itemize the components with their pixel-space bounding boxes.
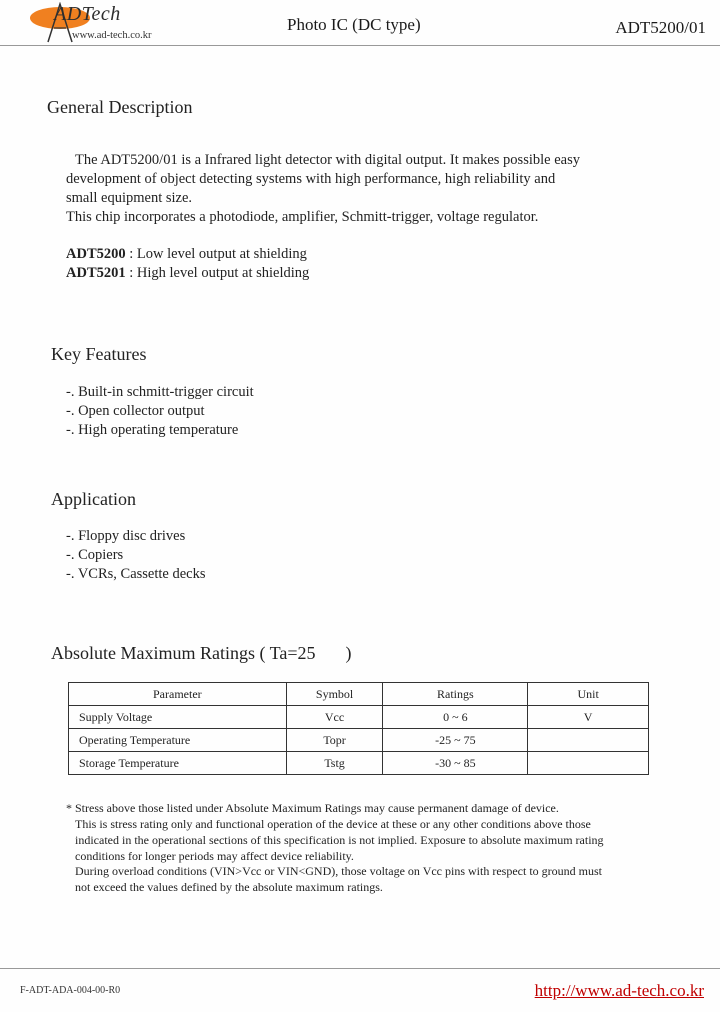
ratings-heading-text: Absolute Maximum Ratings ( Ta=25 [51, 643, 316, 663]
general-line-4: This chip incorporates a photodiode, amplifier, Schmitt-trigger, voltage regulator. [66, 209, 539, 225]
table-row [69, 706, 649, 729]
table-row [69, 752, 649, 775]
general-line-1: The ADT5200/01 is a Infrared light detector with digital output. It makes possible easy [75, 152, 580, 168]
application-heading: Application [51, 489, 136, 509]
ratings-table [68, 682, 649, 775]
footer-doc-code: F-ADT-ADA-004-00-R0 [20, 985, 121, 996]
logo-url: www.ad-tech.co.kr [72, 30, 152, 41]
feature-item: -. High operating temperature [66, 422, 239, 438]
general-description-heading: General Description [47, 97, 193, 117]
table-cell: Vcc [286, 706, 383, 729]
table-cell: -30 ~ 85 [383, 752, 528, 775]
variant-desc: : Low level output at shielding [125, 246, 307, 262]
table-header-row [69, 683, 649, 706]
logo-text: ADTech [54, 3, 121, 25]
table-cell [528, 729, 649, 752]
column-header: Unit [528, 683, 649, 706]
note-line-3: indicated in the operational sections of this specification is not implied. Exposure to absolute maximum rating [75, 833, 604, 847]
note-line-5: During overload conditions (VIN>Vcc or VIN<GND), those voltage on Vcc pins with respect to ground must [75, 864, 602, 878]
table-cell: -25 ~ 75 [383, 729, 528, 752]
table-row [69, 729, 649, 752]
footer-divider [0, 968, 720, 969]
variant-5200 [66, 245, 307, 264]
column-header: Symbol [286, 683, 383, 706]
feature-item: -. Open collector output [66, 403, 205, 419]
table-cell: Supply Voltage [69, 706, 287, 729]
column-header: Parameter [69, 683, 287, 706]
note-line-6: not exceed the values defined by the absolute maximum ratings. [75, 880, 383, 894]
table-cell: Tstg [286, 752, 383, 775]
general-line-2: development of object detecting systems with high performance, high reliability and [66, 171, 556, 187]
application-item: -. VCRs, Cassette decks [66, 566, 206, 582]
feature-item: -. Built-in schmitt-trigger circuit [66, 384, 254, 400]
part-number: ADT5200/01 [615, 18, 706, 37]
table-cell: Storage Temperature [69, 752, 287, 775]
header-divider [0, 45, 720, 46]
table-cell: 0 ~ 6 [383, 706, 528, 729]
footer-website-link[interactable]: http://www.ad-tech.co.kr [534, 981, 704, 1000]
variant-desc: : High level output at shielding [125, 265, 310, 281]
application-item: -. Floppy disc drives [66, 528, 186, 544]
ratings-heading [51, 643, 352, 664]
table-cell: Operating Temperature [69, 729, 287, 752]
variant-part: ADT5201 [66, 265, 126, 281]
note-line-2: This is stress rating only and functional operation of the device at these or any other conditions above those [75, 817, 591, 831]
ratings-heading-end: ) [345, 643, 352, 663]
variant-5201 [66, 264, 309, 283]
note-line-4: conditions for longer periods may affect device reliability. [75, 849, 354, 863]
note-line-1: * Stress above those listed under Absolute Maximum Ratings may cause permanent damage of device. [66, 801, 559, 815]
general-line-3: small equipment size. [66, 190, 193, 206]
key-features-heading: Key Features [51, 344, 147, 364]
table-cell: Topr [286, 729, 383, 752]
column-header: Ratings [383, 683, 528, 706]
document-title: Photo IC (DC type) [287, 15, 421, 34]
variant-part: ADT5200 [66, 246, 126, 262]
table-cell: V [528, 706, 649, 729]
table-cell [528, 752, 649, 775]
application-item: -. Copiers [66, 547, 124, 563]
